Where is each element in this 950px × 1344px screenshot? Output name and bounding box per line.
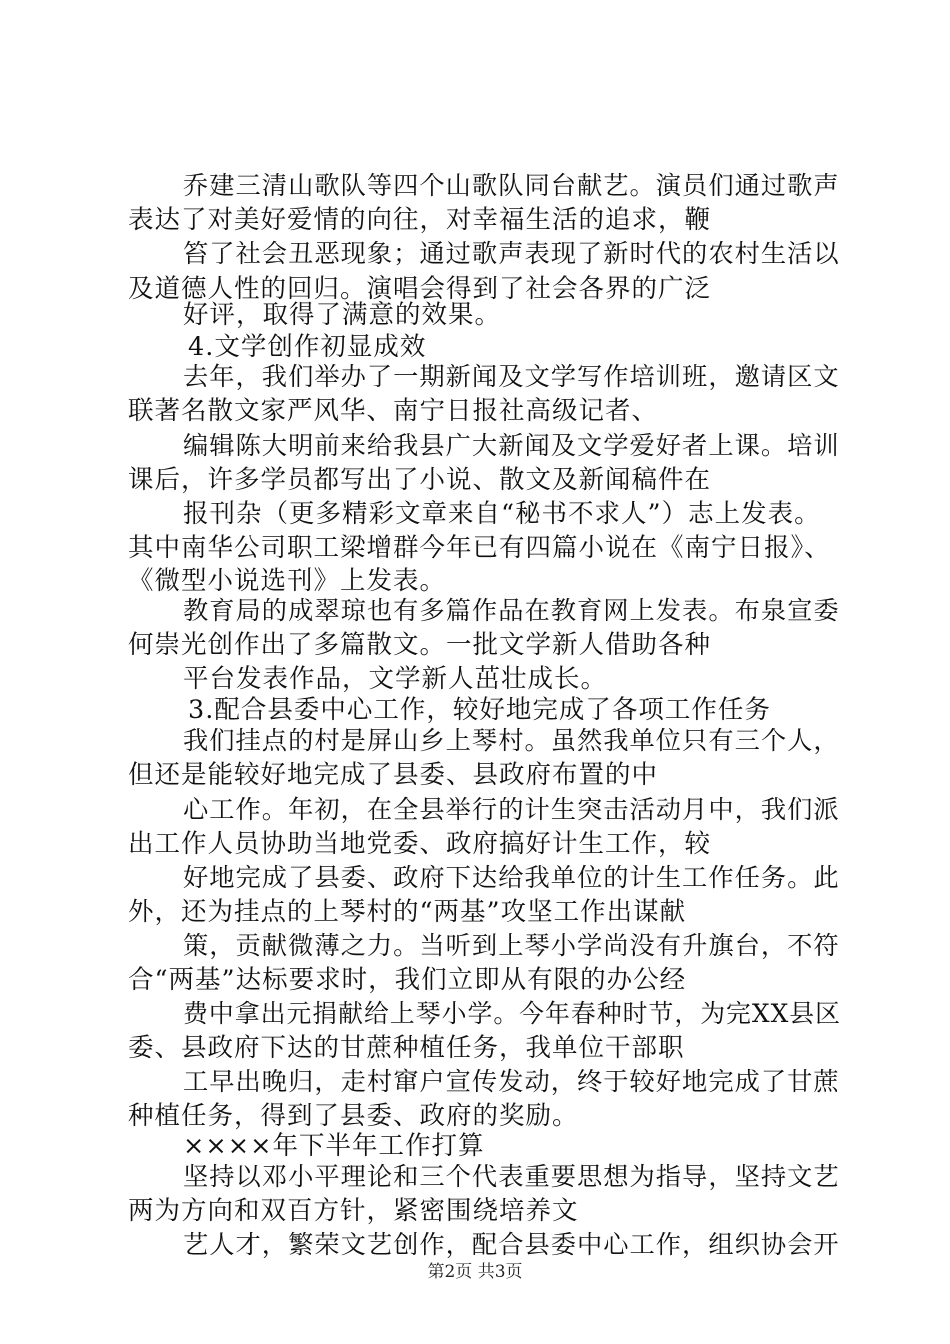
text-line-22: 好地完成了县委、政府下达给我单位的计生工作任务。此 [183, 863, 840, 892]
text-line-32: 两为方向和双百方针，紧密围绕培养文 [128, 1196, 579, 1226]
text-line-2: 表达了对美好爱情的向往，对幸福生活的追求，鞭 [128, 205, 712, 235]
text-line-21: 出工作人员协助当地党委、政府搞好计生工作，较 [128, 829, 712, 859]
text-line-24: 策，贡献微薄之力。当听到上琴小学尚没有升旗台，不符 [183, 931, 840, 960]
text-line-15: 何崇光创作出了多篇散文。一批文学新人借助各种 [128, 630, 712, 660]
text-line-19: 但还是能较好地完成了县委、县政府布置的中 [128, 760, 659, 790]
text-line-26: 费中拿出元捐献给上琴小学。今年春种时节，为完XX县区 [183, 999, 842, 1028]
text-line-6: 4.文学创作初显成效 [188, 332, 427, 362]
text-line-10: 课后，许多学员都写出了小说、散文及新闻稿件在 [128, 465, 712, 495]
text-line-23: 外，还为挂点的上琴村的“两基”攻坚工作出谋献 [128, 897, 687, 927]
text-line-8: 联著名散文家严风华、南宁日报社高级记者、 [128, 396, 659, 426]
text-line-1: 乔建三清山歌队等四个山歌队同台献艺。演员们通过歌声 [183, 171, 840, 200]
text-line-9: 编辑陈大明前来给我县广大新闻及文学爱好者上课。培训 [183, 431, 840, 460]
text-line-31: 坚持以邓小平理论和三个代表重要思想为指导，坚持文艺 [183, 1162, 840, 1191]
text-line-5: 好评，取得了满意的效果。 [183, 300, 502, 330]
text-line-29: 种植任务，得到了县委、政府的奖励。 [128, 1101, 579, 1131]
text-line-28: 工早出晚归，走村窜户宣传发动，终于较好地完成了甘蔗 [183, 1067, 840, 1096]
page-number-footer: 第2页 共3页 [427, 1262, 523, 1282]
text-line-16: 平台发表作品，文学新人茁壮成长。 [183, 664, 608, 694]
text-line-17: 3.配合县委中心工作，较好地完成了各项工作任务 [188, 695, 771, 725]
text-line-18: 我们挂点的村是屏山乡上琴村。虽然我单位只有三个人， [183, 726, 840, 755]
text-line-33: 艺人才，繁荣文艺创作，配合县委中心工作，组织协会开 [183, 1230, 840, 1259]
text-line-30: ××××年下半年工作打算 [183, 1131, 485, 1161]
text-line-3: 笞了社会丑恶现象；通过歌声表现了新时代的农村生活以 [183, 239, 840, 268]
text-line-12: 其中南华公司职工梁增群今年已有四篇小说在《南宁日报》、 [128, 533, 831, 563]
text-line-4: 及道德人性的回归。演唱会得到了社会各界的广泛 [128, 274, 712, 304]
text-line-20: 心工作。年初，在全县举行的计生突击活动月中，我们派 [183, 795, 840, 824]
text-line-11: 报刊杂（更多精彩文章来自“秘书不求人”）志上发表。 [183, 499, 821, 529]
text-line-7: 去年，我们举办了一期新闻及文学写作培训班，邀请区文 [183, 362, 840, 391]
text-line-27: 委、县政府下达的甘蔗种植任务，我单位干部职 [128, 1033, 685, 1063]
text-line-14: 教育局的成翠琼也有多篇作品在教育网上发表。布泉宣委 [183, 596, 840, 625]
text-line-25: 合“两基”达标要求时，我们立即从有限的办公经 [128, 965, 687, 995]
text-line-13: 《微型小说选刊》上发表。 [128, 566, 447, 596]
